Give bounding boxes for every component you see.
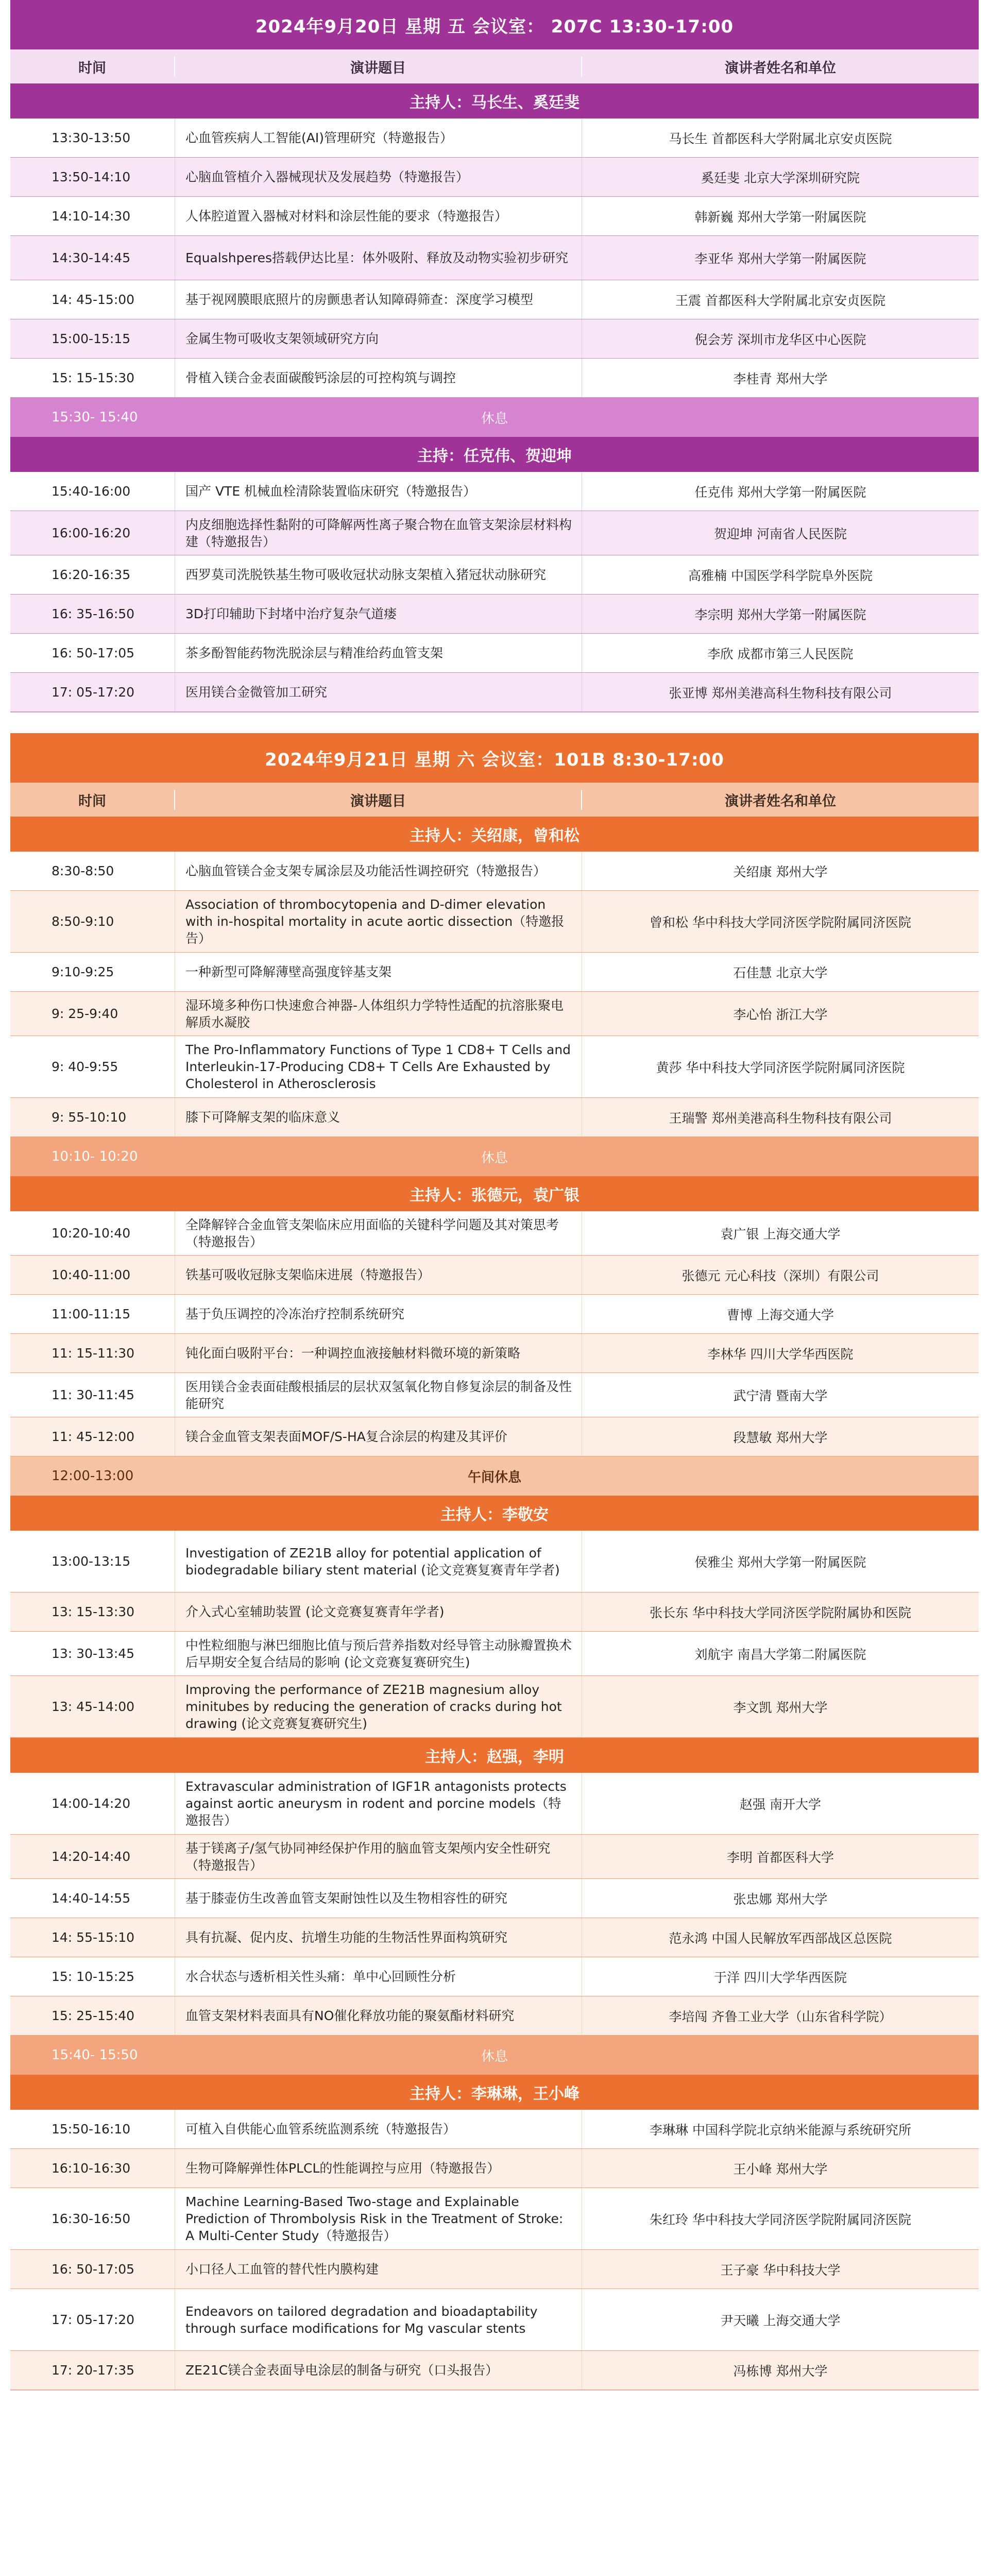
- schedule-row: [10, 992, 979, 1036]
- schedule-row: [10, 1918, 979, 1957]
- row-speaker: 尹天曦 上海交通大学: [720, 2313, 841, 2328]
- row-speaker: 段慧敏 郑州大学: [733, 1430, 828, 1445]
- day2-schedule: [10, 733, 979, 2391]
- day1-body: [10, 83, 979, 712]
- row-topic: Investigation of ZE21B alloy for potential application of biodegradable biliary stent material (论文竞赛复赛青年学者): [175, 1531, 582, 1592]
- row-topic: 金属生物可吸收支架领域研究方向: [175, 319, 582, 358]
- row-topic: 可植入自供能心血管系统监测系统（特邀报告）: [175, 2110, 582, 2148]
- row-time: 16:30-16:50: [10, 2188, 175, 2249]
- row-speaker: 黄莎 华中科技大学同济医学院附属同济医院: [656, 1060, 905, 1075]
- schedule-row: [10, 891, 979, 953]
- row-topic: 骨植入镁合金表面碳酸钙涂层的可控构筑与调控: [175, 359, 582, 397]
- break-row: [10, 1456, 979, 1496]
- break-label: 午间休息: [467, 1469, 521, 1485]
- schedule-row: [10, 1334, 979, 1373]
- schedule-row: [10, 280, 979, 319]
- row-speaker: 李桂青 郑州大学: [733, 371, 828, 386]
- row-speaker: 李亚华 郑州大学第一附属医院: [694, 251, 866, 266]
- row-topic: 医用镁合金微管加工研究: [175, 673, 582, 711]
- row-speaker: 李宗明 郑州大学第一附属医院: [694, 607, 866, 622]
- row-speaker: 范永鸿 中国人民解放军西部战区总医院: [669, 1930, 892, 1946]
- column-time: 时间: [10, 790, 175, 810]
- schedule-row: [10, 2250, 979, 2289]
- row-topic: 心脑血管植介入器械现状及发展趋势（特邀报告）: [175, 158, 582, 196]
- break-time: 12:00-13:00: [52, 1468, 134, 1484]
- session-host: 主持：任克伟、贺迎坤: [10, 437, 979, 472]
- row-speaker: 张德元 元心科技（深圳）有限公司: [681, 1268, 879, 1283]
- row-speaker: 于洋 四川大学华西医院: [714, 1970, 847, 1985]
- row-topic: 基于膝壶仿生改善血管支架耐蚀性以及生物相容性的研究: [175, 1879, 582, 1918]
- break-label: 休息: [481, 1150, 508, 1166]
- row-topic: 铁基可吸收冠脉支架临床进展（特邀报告）: [175, 1256, 582, 1294]
- row-topic: 基于负压调控的冷冻治疗控制系统研究: [175, 1295, 582, 1333]
- row-time: 13: 30-13:45: [10, 1632, 175, 1675]
- row-speaker: 高雅楠 中国医学科学院阜外医院: [688, 568, 873, 583]
- row-speaker: 倪会芳 深圳市龙华区中心医院: [694, 332, 866, 347]
- break-time: 15:30- 15:40: [52, 410, 138, 425]
- row-topic: 小口径人工血管的替代性内膜构建: [175, 2250, 582, 2289]
- schedule-row: [10, 2188, 979, 2250]
- row-topic: Equalshperes搭载伊达比星：体外吸附、释放及动物实验初步研究: [175, 236, 582, 280]
- row-time: 10:20-10:40: [10, 1211, 175, 1255]
- row-speaker: 李林华 四川大学华西医院: [707, 1346, 854, 1362]
- row-time: 11: 15-11:30: [10, 1334, 175, 1372]
- schedule-row: [10, 2149, 979, 2188]
- schedule-row: [10, 118, 979, 158]
- schedule-row: [10, 555, 979, 595]
- row-time: 13:50-14:10: [10, 158, 175, 196]
- row-topic: ZE21C镁合金表面导电涂层的制备与研究（口头报告）: [175, 2351, 582, 2389]
- schedule-row: [10, 1996, 979, 2036]
- row-topic: 茶多酚智能药物洗脱涂层与精准给药血管支架: [175, 634, 582, 672]
- row-topic: 水合状态与透析相关性头痛：单中心回顾性分析: [175, 1957, 582, 1996]
- row-speaker: 朱红玲 华中科技大学同济医学院附属同济医院: [650, 2212, 911, 2227]
- row-time: 13:30-13:50: [10, 118, 175, 157]
- break-row: [10, 1137, 979, 1176]
- row-speaker: 冯栋博 郑州大学: [733, 2363, 828, 2379]
- row-speaker: 奚廷斐 北京大学深圳研究院: [701, 170, 860, 185]
- row-time: 15: 10-15:25: [10, 1957, 175, 1996]
- row-speaker: 赵强 南开大学: [740, 1797, 821, 1812]
- row-time: 11: 30-11:45: [10, 1373, 175, 1417]
- schedule-row: [10, 1773, 979, 1835]
- schedule-row: [10, 1592, 979, 1632]
- row-time: 9:10-9:25: [10, 953, 175, 991]
- row-speaker: 王瑞警 郑州美港高科生物科技有限公司: [669, 1110, 892, 1126]
- row-time: 14:20-14:40: [10, 1835, 175, 1878]
- row-time: 10:40-11:00: [10, 1256, 175, 1294]
- row-time: 14: 55-15:10: [10, 1918, 175, 1957]
- schedule-row: [10, 1957, 979, 1996]
- schedule-row: [10, 2289, 979, 2351]
- row-topic: 3D打印辅助下封堵中治疗复杂气道瘘: [175, 595, 582, 633]
- row-topic: 心脑血管镁合金支架专属涂层及功能活性调控研究（特邀报告）: [175, 852, 582, 890]
- row-speaker: 李欣 成都市第三人民医院: [707, 646, 854, 662]
- row-topic: 膝下可降解支架的临床意义: [175, 1098, 582, 1137]
- row-topic: 全降解锌合金血管支架临床应用面临的关键科学问题及其对策思考（特邀报告）: [175, 1211, 582, 1255]
- schedule-row: [10, 236, 979, 280]
- schedule-row: [10, 1256, 979, 1295]
- row-topic: 镁合金血管支架表面MOF/S-HA复合涂层的构建及其评价: [175, 1417, 582, 1456]
- row-speaker: 石佳慧 北京大学: [733, 965, 828, 980]
- row-time: 9: 40-9:55: [10, 1036, 175, 1097]
- row-time: 8:30-8:50: [10, 852, 175, 890]
- schedule-row: [10, 1373, 979, 1417]
- row-topic: Improving the performance of ZE21B magnesium alloy minitubes by reducing the generation of cracks during hot drawing (论文竞赛复赛研究生): [175, 1676, 582, 1737]
- row-time: 11:00-11:15: [10, 1295, 175, 1333]
- day1-schedule: [10, 0, 979, 713]
- row-time: 16: 50-17:05: [10, 2250, 175, 2289]
- row-speaker: 马长生 首都医科大学附属北京安贞医院: [669, 131, 892, 146]
- row-speaker: 王震 首都医科大学附属北京安贞医院: [675, 293, 885, 308]
- schedule-row: [10, 953, 979, 992]
- column-topic: 演讲题目: [175, 57, 582, 77]
- row-speaker: 侯雅尘 郑州大学第一附属医院: [694, 1554, 866, 1570]
- row-speaker: 王子豪 华中科技大学: [720, 2262, 841, 2278]
- row-time: 16:20-16:35: [10, 555, 175, 594]
- session-host: 主持人：张德元，袁广银: [10, 1176, 979, 1211]
- row-time: 14:30-14:45: [10, 236, 175, 280]
- row-time: 13: 15-13:30: [10, 1592, 175, 1631]
- schedule-row: [10, 158, 979, 197]
- schedule-row: [10, 1531, 979, 1592]
- row-time: 8:50-9:10: [10, 891, 175, 952]
- schedule-row: [10, 1211, 979, 1256]
- row-speaker: 曹博 上海交通大学: [727, 1307, 834, 1323]
- row-time: 9: 55-10:10: [10, 1098, 175, 1137]
- row-time: 14:40-14:55: [10, 1879, 175, 1918]
- row-time: 16: 35-16:50: [10, 595, 175, 633]
- schedule-row: [10, 595, 979, 634]
- row-speaker: 张忠娜 郑州大学: [733, 1891, 828, 1907]
- schedule-row: [10, 2351, 979, 2390]
- schedule-row: [10, 1835, 979, 1879]
- row-topic: The Pro-Inflammatory Functions of Type 1 CD8+ T Cells and Interleukin-17-Producing CD8+ T Cells Are Exhausted by Cholesterol in Atherosclerosis: [175, 1036, 582, 1097]
- row-speaker: 刘航宇 南昌大学第二附属医院: [694, 1647, 866, 1662]
- row-time: 17: 05-17:20: [10, 2289, 175, 2350]
- row-time: 15: 25-15:40: [10, 1996, 175, 2035]
- row-speaker: 张亚博 郑州美港高科生物科技有限公司: [669, 685, 892, 701]
- row-topic: Endeavors on tailored degradation and bioadaptability through surface modifications for Mg vascular stents: [175, 2289, 582, 2350]
- schedule-row: [10, 634, 979, 673]
- schedule-row: [10, 1632, 979, 1676]
- row-time: 17: 05-17:20: [10, 673, 175, 711]
- row-topic: Machine Learning-Based Two-stage and Explainable Prediction of Thrombolysis Risk in the Treatment of Stroke: A Multi-Center Study（特邀报告）: [175, 2188, 582, 2249]
- schedule-row: [10, 1295, 979, 1334]
- row-time: 13: 45-14:00: [10, 1676, 175, 1737]
- session-host: 主持人：赵强，李明: [10, 1738, 979, 1773]
- schedule-row: [10, 511, 979, 555]
- schedule-row: [10, 852, 979, 891]
- break-time: 10:10- 10:20: [52, 1149, 138, 1164]
- row-speaker: 张长东 华中科技大学同济医学院附属协和医院: [650, 1605, 911, 1620]
- row-speaker: 武宁清 暨南大学: [733, 1388, 828, 1403]
- row-topic: 钝化面白吸附平台：一种调控血液接触材料微环境的新策略: [175, 1334, 582, 1372]
- row-topic: 内皮细胞选择性黏附的可降解两性离子聚合物在血管支架涂层材料构建（特邀报告）: [175, 511, 582, 555]
- row-time: 15:50-16:10: [10, 2110, 175, 2148]
- row-topic: 具有抗凝、促内皮、抗增生功能的生物活性界面构筑研究: [175, 1918, 582, 1957]
- break-label: 休息: [481, 411, 508, 427]
- row-topic: 湿环境多种伤口快速愈合神器-人体组织力学特性适配的抗溶胀聚电解质水凝胶: [175, 992, 582, 1036]
- row-speaker: 李心怡 浙江大学: [733, 1007, 828, 1022]
- row-time: 16:10-16:30: [10, 2149, 175, 2188]
- row-time: 14:10-14:30: [10, 197, 175, 235]
- row-topic: 西罗莫司洗脱铁基生物可吸收冠状动脉支架植入猪冠状动脉研究: [175, 555, 582, 594]
- day2-body: [10, 817, 979, 2390]
- row-topic: 介入式心室辅助装置 (论文竞赛复赛青年学者): [175, 1592, 582, 1631]
- break-row: [10, 398, 979, 437]
- row-speaker: 李培闯 齐鲁工业大学（山东省科学院）: [669, 2009, 892, 2024]
- row-topic: 中性粒细胞与淋巴细胞比值与预后营养指数对经导管主动脉瓣置换术后早期安全复合结局的影响 (论文竞赛复赛研究生): [175, 1632, 582, 1675]
- row-topic: Association of thrombocytopenia and D-dimer elevation with in-hospital mortality in acute aortic dissection（特邀报告）: [175, 891, 582, 952]
- session-host: 主持人：关绍康，曾和松: [10, 817, 979, 852]
- schedule-row: [10, 1036, 979, 1098]
- row-speaker: 李明 首都医科大学: [727, 1850, 834, 1865]
- day1-column-header: [10, 49, 979, 83]
- row-time: 14:00-14:20: [10, 1773, 175, 1834]
- schedule-row: [10, 1879, 979, 1918]
- session-host: 主持人：马长生、奚廷斐: [10, 83, 979, 118]
- row-topic: 基于视网膜眼底照片的房颤患者认知障碍筛查：深度学习模型: [175, 280, 582, 319]
- schedule-row: [10, 1417, 979, 1456]
- schedule-row: [10, 472, 979, 511]
- row-speaker: 王小峰 郑州大学: [733, 2161, 828, 2177]
- row-time: 13:00-13:15: [10, 1531, 175, 1592]
- row-time: 14: 45-15:00: [10, 280, 175, 319]
- row-time: 9: 25-9:40: [10, 992, 175, 1036]
- schedule-row: [10, 673, 979, 712]
- row-topic: 国产 VTE 机械血栓清除装置临床研究（特邀报告）: [175, 472, 582, 511]
- schedule-row: [10, 319, 979, 359]
- row-topic: 一种新型可降解薄壁高强度锌基支架: [175, 953, 582, 991]
- row-topic: 心血管疾病人工智能(AI)管理研究（特邀报告）: [175, 118, 582, 157]
- row-speaker: 曾和松 华中科技大学同济医学院附属同济医院: [650, 914, 911, 930]
- row-speaker: 关绍康 郑州大学: [733, 864, 828, 879]
- schedule-row: [10, 197, 979, 236]
- row-speaker: 韩新巍 郑州大学第一附属医院: [694, 209, 866, 225]
- schedule-row: [10, 1098, 979, 1137]
- row-time: 15:00-15:15: [10, 319, 175, 358]
- column-speaker: 演讲者姓名和单位: [725, 793, 836, 809]
- row-topic: 基于镁离子/氢气协同神经保护作用的脑血管支架颅内安全性研究（特邀报告）: [175, 1835, 582, 1878]
- column-topic: 演讲题目: [175, 790, 582, 810]
- break-row: [10, 2036, 979, 2075]
- row-speaker: 李文凯 郑州大学: [733, 1700, 828, 1715]
- row-time: 15: 15-15:30: [10, 359, 175, 397]
- row-speaker: 袁广银 上海交通大学: [720, 1226, 841, 1242]
- break-time: 15:40- 15:50: [52, 2047, 138, 2063]
- schedule-row: [10, 2110, 979, 2149]
- row-topic: 医用镁合金表面硅酸根插层的层状双氢氧化物自修复涂层的制备及性能研究: [175, 1373, 582, 1417]
- schedule-row: [10, 359, 979, 398]
- row-topic: Extravascular administration of IGF1R antagonists protects against aortic aneurysm in rodent and porcine models（特邀报告）: [175, 1773, 582, 1834]
- column-time: 时间: [10, 57, 175, 77]
- break-label: 休息: [481, 2048, 508, 2064]
- column-speaker: 演讲者姓名和单位: [725, 60, 836, 76]
- session-host: 主持人：李敬安: [10, 1496, 979, 1531]
- schedule-row: [10, 1676, 979, 1738]
- day2-column-header: [10, 783, 979, 817]
- row-speaker: 任克伟 郑州大学第一附属医院: [694, 484, 866, 500]
- day2-date-bar: 2024年9月21日 星期 六 会议室：101B 8:30-17:00: [10, 733, 979, 783]
- row-topic: 生物可降解弹性体PLCL的性能调控与应用（特邀报告）: [175, 2149, 582, 2188]
- row-topic: 血管支架材料表面具有NO催化释放功能的聚氨酯材料研究: [175, 1996, 582, 2035]
- session-host: 主持人：李琳琳，王小峰: [10, 2075, 979, 2110]
- row-time: 15:40-16:00: [10, 472, 175, 511]
- row-speaker: 李琳琳 中国科学院北京纳米能源与系统研究所: [650, 2122, 911, 2138]
- row-speaker: 贺迎坤 河南省人民医院: [714, 526, 847, 541]
- row-time: 17: 20-17:35: [10, 2351, 175, 2389]
- row-time: 16: 50-17:05: [10, 634, 175, 672]
- row-time: 16:00-16:20: [10, 511, 175, 555]
- row-topic: 人体腔道置入器械对材料和涂层性能的要求（特邀报告）: [175, 197, 582, 235]
- day1-date-bar: 2024年9月20日 星期 五 会议室： 207C 13:30-17:00: [10, 0, 979, 49]
- row-time: 11: 45-12:00: [10, 1417, 175, 1456]
